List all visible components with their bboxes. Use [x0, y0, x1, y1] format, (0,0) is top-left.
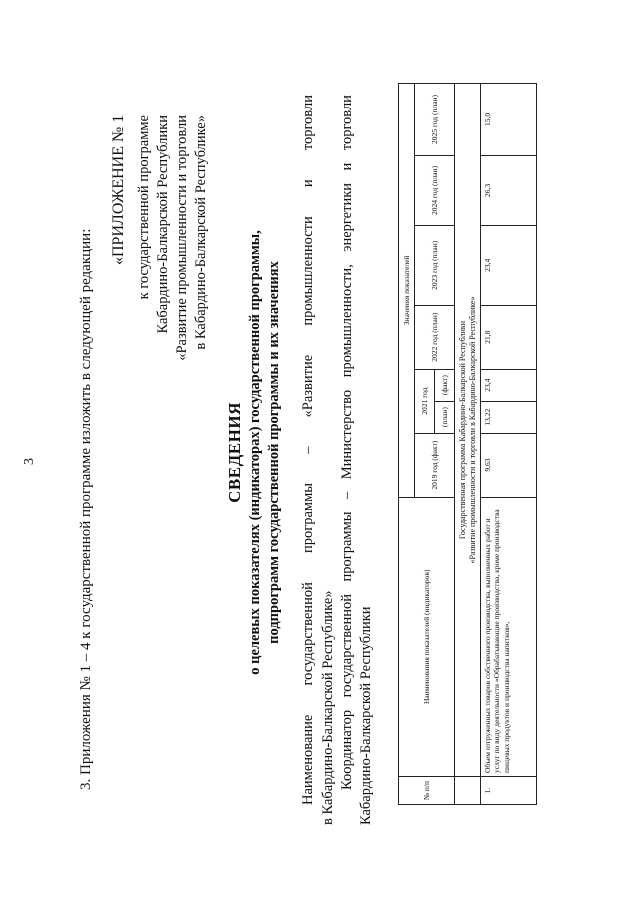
coordinator-word: Министерство [339, 389, 355, 480]
col-values-header: Значения показателей [399, 84, 415, 498]
col-name-header: Наименования показателей (индикаторов) [399, 497, 455, 777]
heading-title: СВЕДЕНИЯ [225, 402, 244, 503]
coordinator-word: торговли [339, 95, 355, 151]
coordinator-continuation: Кабардино-Балкарской Республики [358, 606, 374, 825]
appendix-line-2: Кабардино-Балкарской Республики [155, 115, 171, 334]
appendix-line-1: к государственной программе [136, 115, 152, 300]
row-value-2019: 9,63 [481, 433, 537, 497]
coordinator-word: Координатор [339, 709, 355, 790]
section-empty-cell [455, 777, 481, 805]
program-name-word: промышленности [300, 216, 316, 326]
col-2023-header: 2023 год (план) [415, 225, 455, 305]
row-value-2021-fact: 23,4 [481, 369, 537, 401]
program-name-word: программы [300, 483, 316, 553]
section-line-2: «Развитие промышленности и торговли в Кабардино-Балкарской Республике» [467, 296, 477, 564]
program-name-word: государственной [300, 582, 316, 686]
row-value-2024: 26,3 [481, 155, 537, 225]
row-value-2025: 15,0 [481, 84, 537, 156]
program-name-word: торговли [300, 95, 316, 151]
appendix-line-3: «Развитие промышленности и торговли [174, 115, 190, 361]
col-num-header: № п/п [399, 777, 455, 805]
table-row [481, 84, 537, 805]
col-2021-fact-header: (факт) [435, 369, 455, 401]
row-num: 1. [481, 777, 537, 805]
row-value-2022: 21,8 [481, 305, 537, 369]
heading-line-2: о целевых показателях (индикаторах) государственной программы, [247, 230, 263, 675]
page-number: 3 [22, 458, 37, 465]
row-name: Объем отгруженных товаров собственного производства, выполненных работ и услуг по виду деятельности «Обрабатывающие производства, кроме производства пищевых продуктов и производства напитков», [481, 497, 537, 777]
coordinator-line [339, 95, 356, 790]
col-2022-header: 2022 год (план) [415, 305, 455, 369]
program-name-word: и [300, 179, 316, 188]
program-name-word: Наименование [300, 714, 316, 805]
coordinator-word: государственной [339, 594, 355, 698]
section-line-1: Государственная программа Кабардино-Балкарской Республики [457, 320, 467, 540]
coordinator-word: программы [339, 511, 355, 582]
row-value-2021-plan: 13,22 [481, 401, 537, 433]
heading-line-3: подпрограмм государственной программы и их значениях [266, 261, 282, 644]
section-row [455, 84, 481, 777]
indicators-table [398, 83, 537, 805]
program-name-line [300, 95, 317, 805]
appendix-title: «ПРИЛОЖЕНИЕ № 1 [110, 114, 127, 265]
coordinator-word: энергетики [339, 182, 355, 252]
coordinator-word: – [339, 491, 355, 499]
col-2025-header: 2025 год (план) [415, 84, 455, 156]
col-2021-header: 2021 год [415, 369, 435, 433]
col-2019-header: 2019 год (факт) [415, 433, 455, 497]
coordinator-word: и [339, 162, 355, 171]
program-name-continuation: в Кабардино-Балкарской Республике» [320, 590, 336, 825]
row-value-2023: 23,4 [481, 225, 537, 305]
coordinator-word: промышленности, [339, 264, 355, 378]
program-name-word: «Развитие [300, 354, 316, 418]
col-2021-plan-header: (план) [435, 401, 455, 433]
col-2024-header: 2024 год (план) [415, 155, 455, 225]
appendix-line-4: в Кабардино-Балкарской Республике» [193, 115, 209, 350]
program-name-word: – [300, 446, 316, 454]
intro-text: 3. Приложения № 1 – 4 к государственной программе изложить в следующей редакции: [78, 228, 94, 790]
